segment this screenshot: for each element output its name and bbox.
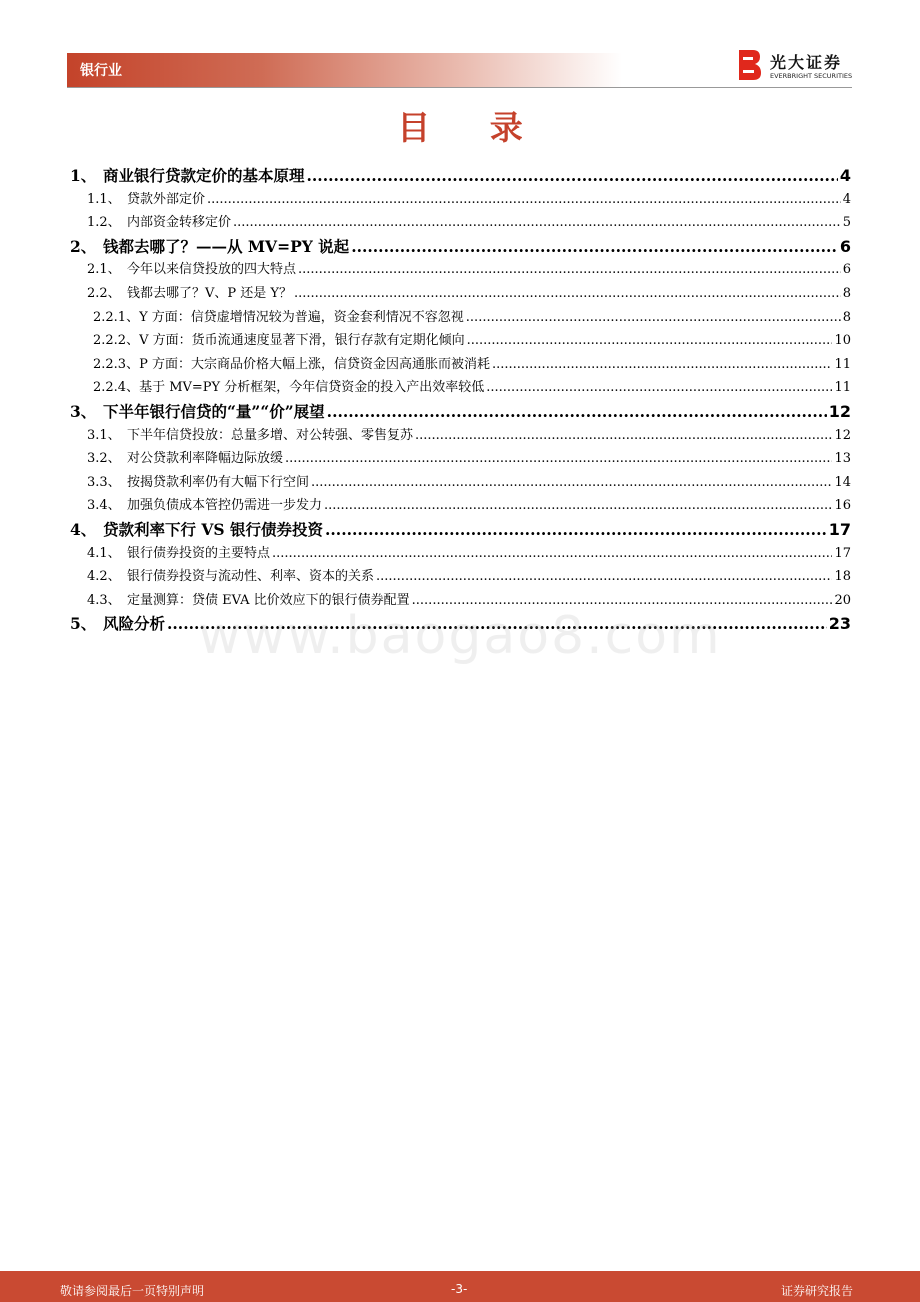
- toc-entry-title: 贷款利率下行 VS 银行债券投资: [103, 519, 324, 539]
- page-number: -3-: [451, 1282, 468, 1296]
- toc-entry[interactable]: [70, 471, 851, 495]
- toc-leader-dots: [294, 286, 841, 301]
- logo-text-cn: 光大证券: [770, 53, 843, 72]
- toc-entry-page: 5: [842, 215, 851, 231]
- logo-text-en: EVERBRIGHT SECURITIES: [770, 72, 853, 80]
- toc-entry-title: V 方面：货币流通速度显著下滑，银行存款有定期化倾向: [139, 333, 465, 349]
- toc-entry-number: 2、: [70, 236, 97, 256]
- toc-leader-dots: [311, 475, 832, 490]
- toc-entry-title: 对公贷款利率降幅边际放缓: [127, 451, 284, 467]
- toc-entry-page: 23: [828, 614, 851, 634]
- toc-entry-page: 12: [834, 427, 851, 443]
- toc-leader-dots: [207, 192, 841, 207]
- toc-leader-dots: [324, 498, 832, 513]
- toc-entry-page: 8: [842, 285, 851, 301]
- table-of-contents: [70, 164, 851, 636]
- section-label: 银行业: [80, 63, 122, 79]
- toc-leader-dots: [298, 262, 841, 277]
- everbright-logo-icon: [737, 48, 763, 82]
- toc-entry-number: 2.2、: [87, 285, 121, 301]
- toc-entry-title: 钱都去哪了？——从 MV=PY 说起: [103, 236, 350, 256]
- watermark: www.baogao8.com: [198, 606, 722, 666]
- toc-entry-title: 今年以来信贷投放的四大特点: [127, 262, 297, 278]
- toc-entry-title: 加强负债成本管控仍需进一步发力: [127, 498, 323, 514]
- toc-entry-title: 商业银行贷款定价的基本原理: [103, 166, 305, 185]
- toc-entry-number: 4.3、: [87, 592, 121, 608]
- toc-leader-dots: [415, 428, 832, 443]
- toc-entry-number: 4、: [70, 519, 97, 539]
- toc-entry-page: 4: [842, 191, 851, 207]
- toc-entry-number: 1.1、: [87, 191, 121, 207]
- toc-entry-title: 基于 MV=PY 分析框架，今年信贷资金的投入产出效率较低: [139, 380, 485, 396]
- toc-entry[interactable]: [70, 258, 851, 282]
- toc-entry-page: 17: [828, 519, 851, 539]
- toc-entry-title: 定量测算：贷债 EVA 比价效应下的银行债券配置: [127, 592, 410, 608]
- toc-entry[interactable]: [70, 376, 851, 400]
- toc-entry[interactable]: [70, 282, 851, 306]
- toc-leader-dots: [467, 333, 833, 348]
- brand-logo: [737, 48, 857, 86]
- toc-entry-page: 14: [834, 474, 851, 490]
- toc-entry-page: 6: [842, 262, 851, 278]
- toc-leader-dots: [492, 357, 832, 372]
- toc-entry-title: 内部资金转移定价: [127, 215, 232, 231]
- toc-entry-page: 18: [834, 569, 851, 585]
- toc-entry-number: 3.1、: [87, 427, 121, 443]
- toc-entry-number: 3.4、: [87, 498, 121, 514]
- toc-entry-page: 8: [842, 309, 851, 325]
- header-divider: [67, 87, 852, 88]
- toc-leader-dots: [307, 166, 838, 185]
- toc-entry-title: 下半年信贷投放：总量多增、对公转强、零售复苏: [127, 427, 414, 443]
- toc-leader-dots: [486, 380, 832, 395]
- toc-entry-number: 3、: [70, 401, 97, 421]
- toc-entry-title: 钱都去哪了？V、P 还是 Y？: [127, 285, 292, 301]
- toc-entry-page: 20: [834, 592, 851, 608]
- toc-entry-title: 风险分析: [103, 614, 166, 634]
- header-band: [67, 53, 622, 87]
- toc-entry[interactable]: [70, 400, 851, 424]
- toc-entry-page: 11: [834, 356, 851, 372]
- footer-report-type: 证券研究报告: [781, 1284, 854, 1298]
- toc-entry[interactable]: [70, 164, 851, 188]
- toc-entry-number: 1、: [70, 166, 97, 185]
- toc-leader-dots: [351, 237, 838, 256]
- toc-entry[interactable]: [70, 306, 851, 330]
- toc-entry-number: 5、: [70, 614, 97, 634]
- toc-entry-page: 4: [839, 166, 851, 185]
- toc-leader-dots: [327, 402, 827, 421]
- toc-entry-number: 4.2、: [87, 569, 121, 585]
- footer-disclaimer: 敬请参阅最后一页特别声明: [60, 1284, 205, 1298]
- toc-leader-dots: [466, 310, 841, 325]
- toc-entry-title: 银行债券投资与流动性、利率、资本的关系: [127, 569, 375, 585]
- toc-entry[interactable]: [70, 494, 851, 518]
- toc-entry[interactable]: [70, 211, 851, 235]
- toc-entry-number: 2.2.1、: [93, 309, 140, 325]
- toc-entry[interactable]: [70, 565, 851, 589]
- toc-entry-number: 2.2.3、: [93, 356, 140, 372]
- toc-entry-number: 2.2.4、: [93, 380, 140, 396]
- toc-entry-number: 4.1、: [87, 545, 121, 561]
- toc-entry-title: 贷款外部定价: [127, 191, 206, 207]
- toc-entry[interactable]: [70, 447, 851, 471]
- toc-entry-page: 10: [834, 333, 851, 349]
- toc-entry-page: 16: [834, 498, 851, 514]
- toc-entry[interactable]: [70, 353, 851, 377]
- toc-entry-number: 3.3、: [87, 474, 121, 490]
- toc-entry-page: 13: [834, 451, 851, 467]
- toc-entry[interactable]: [70, 518, 851, 542]
- toc-entry-page: 12: [828, 401, 851, 421]
- toc-entry[interactable]: [70, 542, 851, 566]
- toc-entry-title: P 方面：大宗商品价格大幅上涨，信贷资金因高通胀而被消耗: [139, 356, 490, 372]
- toc-leader-dots: [272, 546, 832, 561]
- toc-leader-dots: [233, 215, 841, 230]
- toc-leader-dots: [285, 451, 832, 466]
- toc-entry-title: 按揭贷款利率仍有大幅下行空间: [127, 474, 310, 490]
- toc-entry[interactable]: [70, 424, 851, 448]
- toc-entry[interactable]: [70, 235, 851, 259]
- toc-entry-number: 2.2.2、: [93, 333, 140, 349]
- toc-leader-dots: [376, 569, 832, 584]
- toc-entry-page: 17: [834, 545, 851, 561]
- toc-entry-title: 下半年银行信贷的“量”“价”展望: [103, 401, 325, 421]
- toc-entry-page: 11: [834, 380, 851, 396]
- toc-entry-page: 6: [839, 236, 851, 256]
- toc-entry-number: 2.1、: [87, 262, 121, 278]
- toc-leader-dots: [325, 520, 827, 539]
- toc-entry[interactable]: [70, 329, 851, 353]
- toc-entry-title: 银行债券投资的主要特点: [127, 545, 271, 561]
- toc-entry[interactable]: [70, 188, 851, 212]
- toc-entry-number: 3.2、: [87, 451, 121, 467]
- toc-entry-title: Y 方面：信贷虚增情况较为普遍，资金套利情况不容忽视: [139, 309, 464, 325]
- page-title: 目 录: [397, 108, 547, 147]
- toc-entry-number: 1.2、: [87, 215, 121, 231]
